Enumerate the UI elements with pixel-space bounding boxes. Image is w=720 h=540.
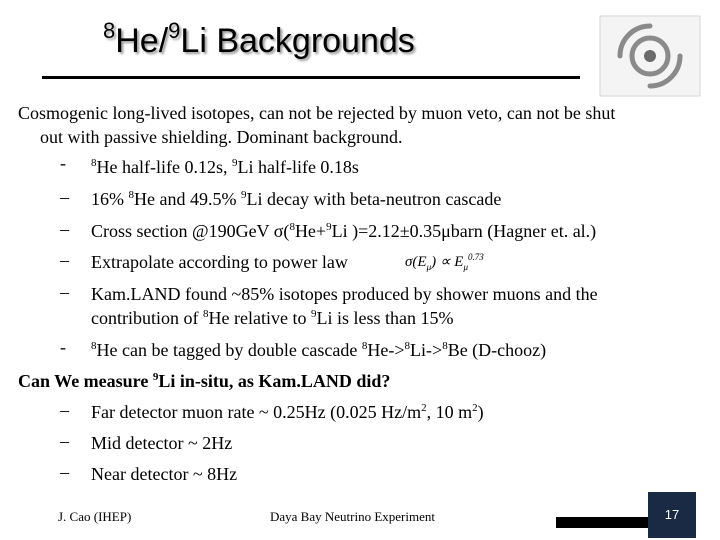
- bullet-dash: –: [60, 219, 69, 239]
- ihep-logo-icon: [598, 14, 702, 98]
- bullet-cross-section: Cross section @190GeV σ($^8$He+$^9$Li )=2.12±0.35μbarn (Hagner et. al.): [91, 221, 597, 241]
- bullet-near-detector: Near detector ~ 8Hz: [91, 464, 238, 484]
- page-number: 17: [648, 492, 696, 538]
- bullet-dash: –: [60, 187, 69, 207]
- bullet-power-law: Extrapolate according to power law: [91, 252, 348, 272]
- bullet-double-cascade: $^8$He can be tagged by double cascade $^8$He->$^8$Li->$^8$Be (D-chooz): [91, 340, 547, 360]
- title-underline: [42, 76, 580, 79]
- footer-author: J. Cao (IHEP): [58, 509, 132, 524]
- bullet-kamland-line-1: Kam.LAND found ~85% isotopes produced by shower muons and the: [91, 284, 598, 304]
- bullet-far-detector: Far detector muon rate ~ 0.25Hz (0.025 $Hz/m^2$, 10 $m^2$): [91, 402, 484, 422]
- bullet-mid-detector: Mid detector ~ 2Hz: [91, 433, 233, 453]
- bullet-decay: 16% $^8$He and 49.5% $^9$Li decay with beta-neutron cascade: [91, 189, 502, 209]
- intro-line-1: Cosmogenic long-lived isotopes, can not be rejected by muon veto, can not be shut: [18, 103, 616, 123]
- power-law-formula: $\sigma(E_\mu) \propto E_\mu^{0.73}$: [405, 252, 484, 272]
- footer-experiment: Daya Bay Neutrino Experiment: [270, 509, 435, 524]
- slide-title: $^8$He/$^9$Li Backgrounds: [103, 18, 415, 60]
- intro-line-2: out with passive shielding. Dominant background.: [40, 127, 403, 147]
- bullet-dash: –: [60, 462, 69, 482]
- bullet-dash: –: [60, 282, 69, 302]
- bullet-dash: -: [60, 153, 66, 173]
- bullet-half-life: $^8$He half-life 0.12s, $^9$Li half-life 0.18s: [91, 157, 359, 177]
- bullet-dash: –: [60, 250, 69, 270]
- footer-bar: [556, 517, 648, 528]
- bullet-dash: –: [60, 400, 69, 420]
- bullet-dash: –: [60, 431, 69, 451]
- bullet-kamland-line-2: contribution of $^8$He relative to $^9$Li is less than 15%: [91, 308, 454, 328]
- question-heading: Can We measure $^9$Li in-situ, as Kam.LAND did?: [18, 371, 391, 391]
- bullet-dash: -: [60, 337, 66, 357]
